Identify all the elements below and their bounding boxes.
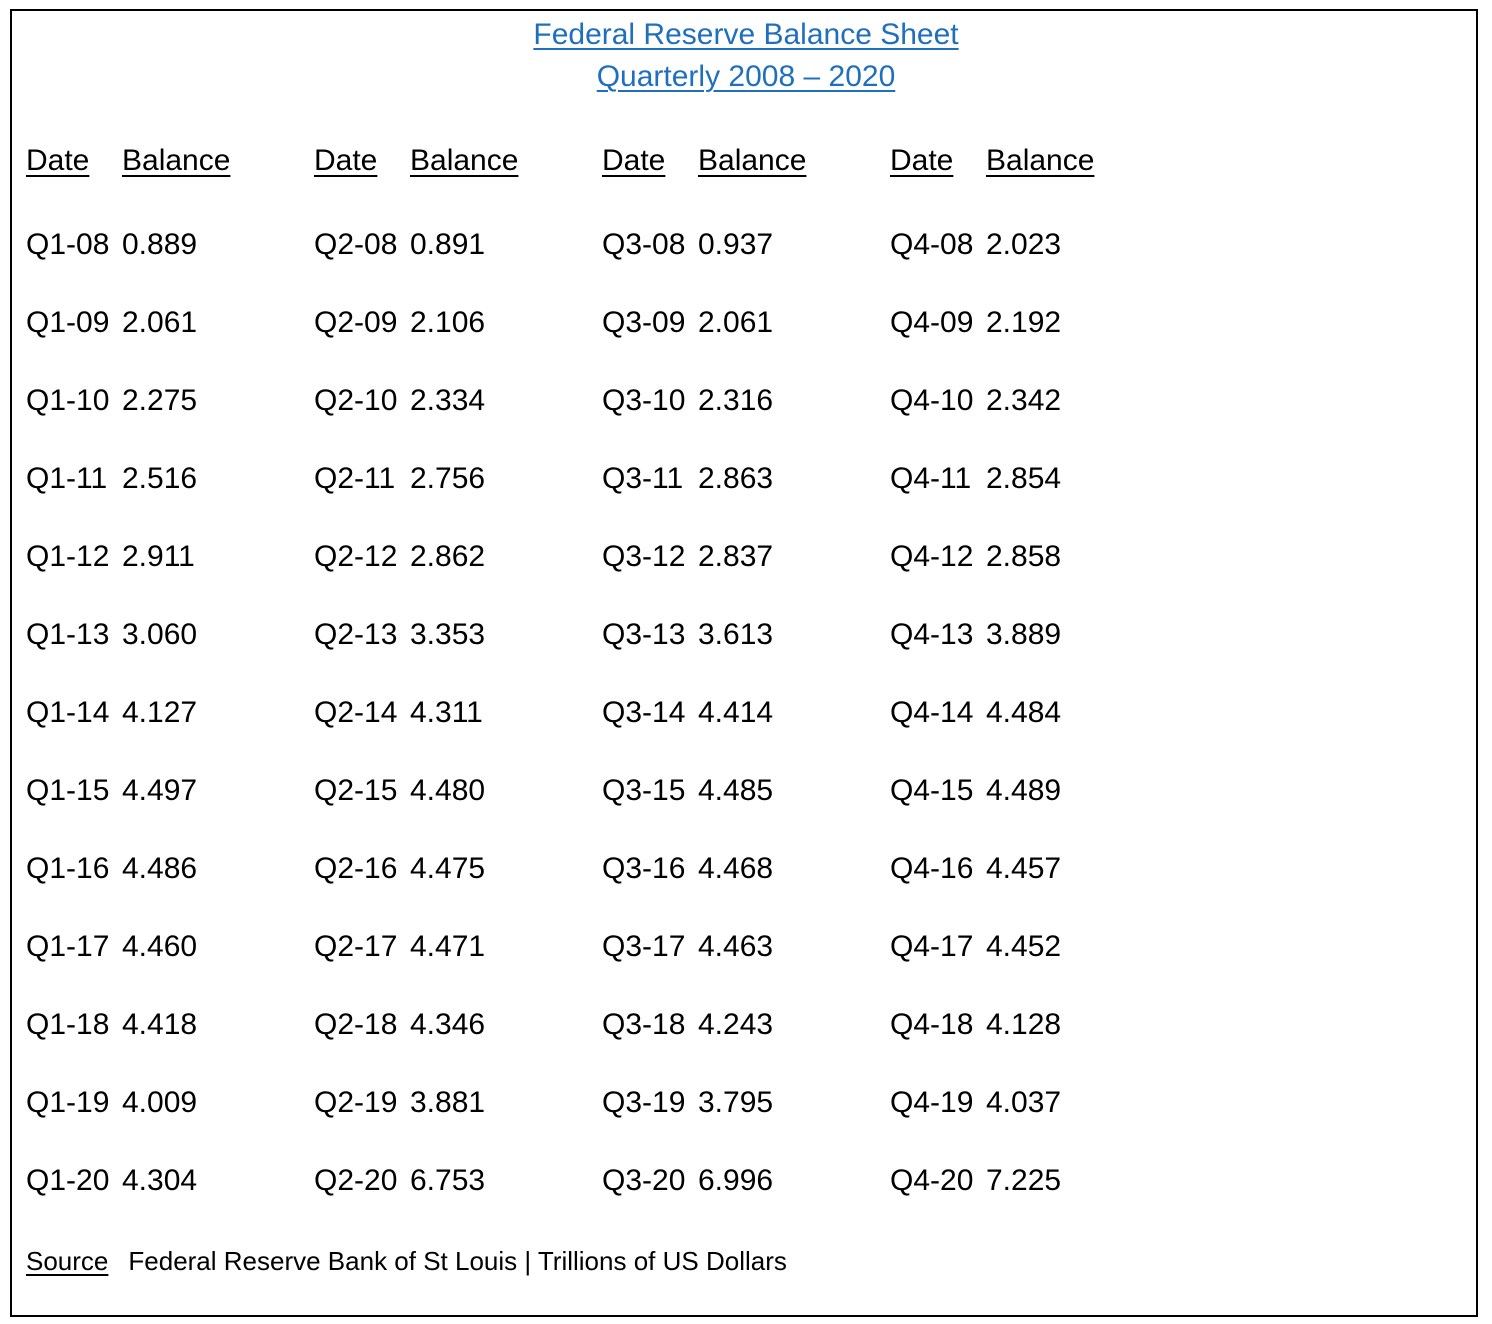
table-row (26, 854, 230, 932)
table-row (26, 464, 230, 542)
balance-cell: 4.463 (698, 930, 774, 963)
table-column (314, 146, 518, 1244)
balance-cell: 2.863 (698, 462, 774, 495)
table-row (314, 932, 518, 1010)
table-row (890, 932, 1094, 1010)
balance-cell: 2.192 (986, 306, 1062, 339)
column-header (26, 146, 230, 230)
balance-cell: 2.106 (410, 306, 486, 339)
balance-cell: 4.484 (986, 696, 1062, 729)
balance-cell: 4.037 (986, 1086, 1062, 1119)
balance-header: Balance (698, 144, 807, 177)
table-row (890, 854, 1094, 932)
balance-cell: 4.311 (410, 696, 483, 729)
table-row (890, 698, 1094, 776)
table-row (890, 308, 1094, 386)
date-cell: Q1-12 (26, 540, 110, 573)
date-cell: Q3-19 (602, 1086, 686, 1119)
table-row (890, 620, 1094, 698)
balance-cell: 2.756 (410, 462, 486, 495)
balance-cell: 2.061 (698, 306, 774, 339)
balance-cell: 2.858 (986, 540, 1062, 573)
date-cell: Q3-17 (602, 930, 686, 963)
table-row (890, 1010, 1094, 1088)
table-row (314, 308, 518, 386)
table-row (26, 308, 230, 386)
date-cell: Q2-19 (314, 1086, 398, 1119)
date-cell: Q1-15 (26, 774, 110, 807)
table-row (602, 1166, 806, 1244)
date-cell: Q2-17 (314, 930, 398, 963)
balance-cell: 2.516 (122, 462, 198, 495)
balance-cell: 3.060 (122, 618, 198, 651)
table-row (26, 1010, 230, 1088)
balance-cell: 3.889 (986, 618, 1062, 651)
date-cell: Q1-18 (26, 1008, 110, 1041)
date-cell: Q4-09 (890, 306, 974, 339)
table-row (890, 386, 1094, 464)
balance-cell: 2.862 (410, 540, 486, 573)
balance-cell: 4.468 (698, 852, 774, 885)
date-header: Date (602, 144, 666, 177)
table-row (602, 1088, 806, 1166)
balance-cell: 2.342 (986, 384, 1062, 417)
balance-cell: 2.023 (986, 228, 1062, 261)
table-row (314, 1010, 518, 1088)
table-row (26, 386, 230, 464)
table-row (602, 464, 806, 542)
date-cell: Q3-09 (602, 306, 686, 339)
table-row (26, 620, 230, 698)
balance-cell: 4.414 (698, 696, 774, 729)
table-row (314, 542, 518, 620)
date-cell: Q2-15 (314, 774, 398, 807)
date-cell: Q1-14 (26, 696, 110, 729)
table-row (314, 1088, 518, 1166)
table-row (890, 1166, 1094, 1244)
table-row (26, 698, 230, 776)
date-cell: Q3-16 (602, 852, 686, 885)
table-row (602, 386, 806, 464)
table-row (890, 1088, 1094, 1166)
balance-cell: 3.795 (698, 1086, 774, 1119)
table-row (602, 230, 806, 308)
balance-cell: 4.489 (986, 774, 1062, 807)
balance-cell: 4.457 (986, 852, 1062, 885)
date-cell: Q2-18 (314, 1008, 398, 1041)
date-cell: Q4-08 (890, 228, 974, 261)
balance-cell: 2.334 (410, 384, 486, 417)
table-row (602, 620, 806, 698)
table-column (26, 146, 230, 1244)
date-cell: Q4-14 (890, 696, 974, 729)
column-header (602, 146, 806, 230)
column-header (314, 146, 518, 230)
date-cell: Q4-19 (890, 1086, 974, 1119)
table-row (314, 698, 518, 776)
balance-cell: 4.128 (986, 1008, 1062, 1041)
date-cell: Q2-09 (314, 306, 398, 339)
date-cell: Q2-16 (314, 852, 398, 885)
balance-cell: 3.881 (410, 1086, 486, 1119)
date-cell: Q3-08 (602, 228, 686, 261)
document-title: Federal Reserve Balance Sheet (533, 18, 959, 51)
table-row (602, 308, 806, 386)
date-cell: Q2-20 (314, 1164, 398, 1197)
table-row (890, 230, 1094, 308)
table-row (314, 230, 518, 308)
table-row (602, 1010, 806, 1088)
date-header: Date (890, 144, 954, 177)
date-cell: Q1-09 (26, 306, 110, 339)
date-cell: Q2-12 (314, 540, 398, 573)
balance-cell: 4.346 (410, 1008, 486, 1041)
balance-cell: 6.996 (698, 1164, 774, 1197)
table-row (314, 386, 518, 464)
date-cell: Q2-10 (314, 384, 398, 417)
table-row (314, 1166, 518, 1244)
document-subtitle: Quarterly 2008 – 2020 (596, 60, 896, 93)
date-cell: Q3-10 (602, 384, 686, 417)
table-row (890, 464, 1094, 542)
date-cell: Q2-11 (314, 462, 396, 495)
balance-cell: 3.353 (410, 618, 486, 651)
date-header: Date (26, 144, 90, 177)
date-cell: Q1-10 (26, 384, 110, 417)
date-cell: Q1-17 (26, 930, 110, 963)
date-cell: Q3-20 (602, 1164, 686, 1197)
date-cell: Q4-10 (890, 384, 974, 417)
table-row (26, 1088, 230, 1166)
balance-cell: 2.854 (986, 462, 1062, 495)
source-text: Federal Reserve Bank of St Louis | Trillions of US Dollars (128, 1246, 787, 1276)
balance-cell: 0.889 (122, 228, 198, 261)
date-header: Date (314, 144, 378, 177)
date-cell: Q1-20 (26, 1164, 110, 1197)
balance-cell: 4.480 (410, 774, 486, 807)
balance-cell: 4.471 (410, 930, 486, 963)
table-row (314, 620, 518, 698)
balance-cell: 2.061 (122, 306, 198, 339)
date-cell: Q2-14 (314, 696, 398, 729)
balance-cell: 4.486 (122, 852, 198, 885)
balance-cell: 7.225 (986, 1164, 1062, 1197)
table-row (314, 854, 518, 932)
date-cell: Q3-14 (602, 696, 686, 729)
balance-cell: 4.475 (410, 852, 486, 885)
table-row (26, 230, 230, 308)
date-cell: Q3-18 (602, 1008, 686, 1041)
balance-cell: 4.497 (122, 774, 198, 807)
date-cell: Q1-11 (26, 462, 108, 495)
balance-cell: 3.613 (698, 618, 774, 651)
balance-cell: 0.891 (410, 228, 486, 261)
table-row (26, 1166, 230, 1244)
date-cell: Q1-13 (26, 618, 110, 651)
balance-header: Balance (122, 144, 231, 177)
date-cell: Q3-11 (602, 462, 684, 495)
balance-header: Balance (410, 144, 519, 177)
date-cell: Q4-18 (890, 1008, 974, 1041)
table-row (314, 464, 518, 542)
table-column (602, 146, 806, 1244)
source-note (26, 1248, 787, 1274)
column-header (890, 146, 1094, 230)
date-cell: Q1-16 (26, 852, 110, 885)
date-cell: Q4-12 (890, 540, 974, 573)
balance-header: Balance (986, 144, 1095, 177)
table-row (314, 776, 518, 854)
date-cell: Q4-15 (890, 774, 974, 807)
table-row (890, 542, 1094, 620)
table-row (602, 698, 806, 776)
balance-cell: 4.009 (122, 1086, 198, 1119)
date-cell: Q4-20 (890, 1164, 974, 1197)
date-cell: Q1-19 (26, 1086, 110, 1119)
balance-cell: 2.911 (122, 540, 195, 573)
balance-cell: 4.304 (122, 1164, 198, 1197)
date-cell: Q2-13 (314, 618, 398, 651)
date-cell: Q4-13 (890, 618, 974, 651)
table-column (890, 146, 1094, 1244)
balance-cell: 0.937 (698, 228, 774, 261)
balance-cell: 6.753 (410, 1164, 486, 1197)
date-cell: Q3-15 (602, 774, 686, 807)
table-row (890, 776, 1094, 854)
balance-cell: 2.275 (122, 384, 198, 417)
date-cell: Q2-08 (314, 228, 398, 261)
table-row (602, 932, 806, 1010)
source-label: Source (26, 1246, 109, 1276)
balance-cell: 4.460 (122, 930, 198, 963)
table-row (26, 542, 230, 620)
table-row (602, 542, 806, 620)
table-row (602, 854, 806, 932)
date-cell: Q4-11 (890, 462, 972, 495)
balance-cell: 2.316 (698, 384, 774, 417)
balance-cell: 4.127 (122, 696, 198, 729)
table-row (26, 776, 230, 854)
table-row (602, 776, 806, 854)
date-cell: Q3-12 (602, 540, 686, 573)
date-cell: Q4-17 (890, 930, 974, 963)
balance-cell: 2.837 (698, 540, 774, 573)
date-cell: Q1-08 (26, 228, 110, 261)
table-row (26, 932, 230, 1010)
balance-cell: 4.418 (122, 1008, 198, 1041)
balance-cell: 4.485 (698, 774, 774, 807)
balance-cell: 4.243 (698, 1008, 774, 1041)
date-cell: Q3-13 (602, 618, 686, 651)
balance-cell: 4.452 (986, 930, 1062, 963)
date-cell: Q4-16 (890, 852, 974, 885)
